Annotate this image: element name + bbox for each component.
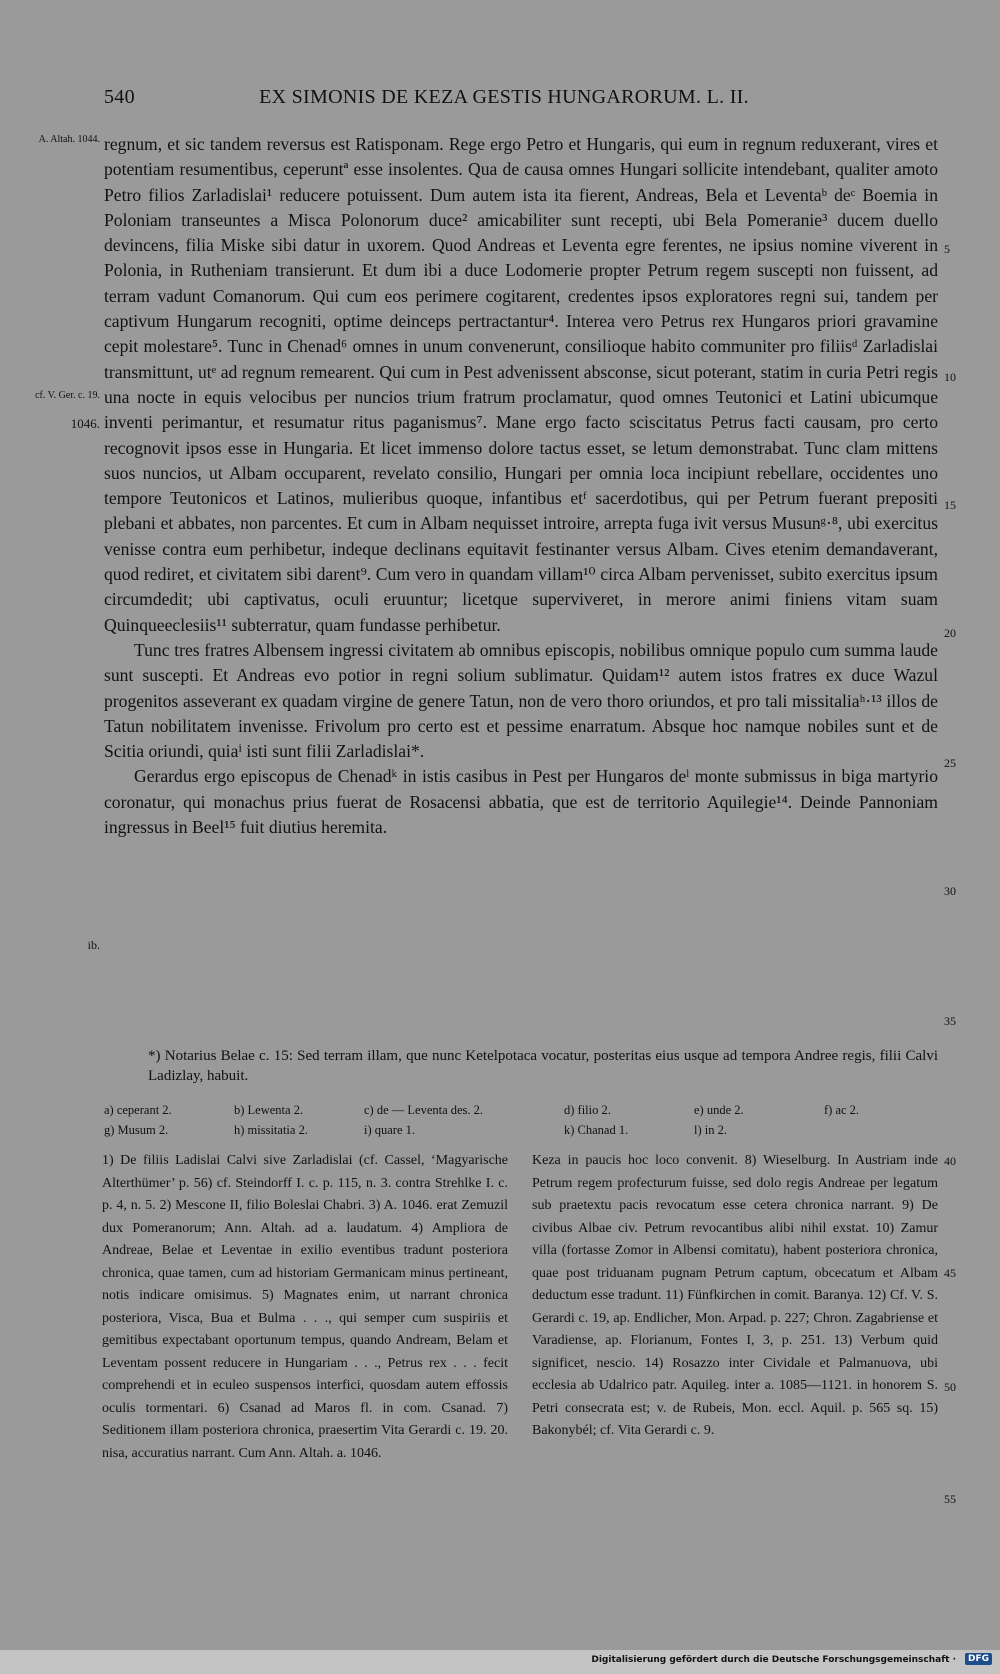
line-number: 45 (944, 1266, 956, 1280)
variant: f) ac 2. (824, 1103, 860, 1117)
variant: c) de — Leventa des. 2. (364, 1103, 484, 1117)
line-number: 25 (944, 756, 956, 770)
footnotes-right-column: Keza in paucis hoc loco convenit. 8) Wieselburg. In Austriam inde Petrum regem profecturum fuisse, sed dolo regis Andreae per legatum sub praetextu pacis revocatum esse cetera chronica narrant. 9) De civibus Albae civ. Petrum revocantibus alibi nihil exstat. 10) Zamur villa (fortasse Zomor in Albensi comitatu), habent posteriora chronica, quae post triduanam pugnam Petrum captum, obcecatum et Albam deductum esse tradunt. 11) Fünfkirchen in comit. Baranya. 12) Cf. V. S. Gerardi c. 19, ap. Endlicher, Mon. Arpad. p. 227; Chron. Zagabriense et Varadiense, ap. Florianum, Fontes I, 3, p. 251. 13) Verbum quid significet, nescio. 14) Rosazzo inter Cividale et Palmanuova, ubi ecclesia ab Udalrico patr. Aquileg. inter a. 1085—1121. in honorem S. Petri consecrata est; v. de Rubeis, Mon. eccl. Aquil. p. 565 sq. 15) Bakonybél; cf. Vita Gerardi c. 9. (532, 1153, 938, 1438)
page-header (104, 86, 794, 109)
line-number: 50 (944, 1380, 956, 1394)
star-footnote (148, 1046, 938, 1086)
main-text (104, 132, 938, 840)
variant: g) Musum 2. (104, 1123, 169, 1137)
line-number: 35 (944, 1014, 956, 1028)
variant: k) Chanad 1. (564, 1123, 629, 1137)
line-number: 30 (944, 884, 956, 898)
margin-note-year: 1046. (70, 416, 100, 431)
margin-note-vita: cf. V. Ger. c. 19. (35, 390, 100, 401)
star-footnote-text: Notarius Belae c. 15: Sed terram illam, que nunc Ketelpotaca vocatur, posteritas eius usque ad tempora Andree regis, filii Calvi Ladizlay, habuit. (148, 1048, 938, 1084)
variant: e) unde 2. (694, 1103, 744, 1117)
line-number: 15 (944, 498, 956, 512)
paragraph: regnum, et sic tandem reversus est Ratisponam. Rege ergo Petro et Hungaris, qui eum in regnum reduxerant, vires et potentiam resumentibus, ceperuntª esse insolentes. Qua de causa omnes Hungari sollicite intendebant, qualiter amoto Petro filios Zarladislai¹ reducere potuissent. Dum autem ista ita fierent, Andreas, Bela et Leventaᵇ deᶜ Boemia in Poloniam transeuntes a Misca Polonorum duce² amicabiliter sunt recepti, ubi Bela Pomeranie³ ducem duello devincens, filia Miske sibi datur in uxorem. Quod Andreas et Leventa egre ferentes, ne ipsius nomine viverent in Polonia, in Rutheniam transierunt. Et dum ibi a duce Lodomerie propter Petrum regem suscepti non fuissent, ad terram vadunt Comanorum. Qui cum eos perimere cogitarent, credentes ipsos exploratores regni sui, tandem per captivum Hungarum recogniti, optime deinceps pertractantur⁴. Interea vero Petrus rex Hungaros priori gravamine cepit molestare⁵. Tunc in Chenad⁶ omnes in unum convenerunt, consilioque habito communiter pro filiisᵈ Zarladislai transmittunt, utᵉ ad regnum remearent. Qui cum in Pest advenissent absconse, sicut poterant, statim in curia Petri regis una nocte in equis velocibus per nuncios trium fratrum proclamatur, quod omnes Teutonici et Latini ubicumque inventi perimantur, et resumatur ritus paganismus⁷. Mane ergo facto sciscitatus Petrus facti causam, pro certo recognovit ipsos esse in Hungaria. Et licet immenso dolore tactus esset, se letum demonstrabat. Tunc clam mittens suos nuncios, ut Albam occuparent, revelato consilio, Hungari per omnia loca incipiunt rebellare, occidentes uno tempore Teutonicos et Latinos, mulieribus quoque, infantibus etᶠ sacerdotibus, qui per Petrum fuerant prepositi plebani et abbates, non parcentes. Et cum in Albam nequisset introire, arrepta fuga ivit versus Musunᵍ·⁸, ubi exercitus venisse contra eum perhibetur, indeque declinans equitavit festinanter versus Albam. Cives etenim demandaverant, quod rediret, et civitatem sibi darent⁹. Cum vero in quandam villam¹⁰ circa Albam pervenisset, subito exercitus ipsum circumdedit; ubi captivatus, oculi eruuntur; licetque superviveret, in merore animi finiens vitam suam Quinqueeclesiis¹¹ subterratur, quam fundasse perhibetur. (104, 134, 938, 635)
variant: b) Lewenta 2. (234, 1103, 304, 1117)
footnotes (102, 1150, 938, 1465)
variant: a) ceperant 2. (104, 1103, 172, 1117)
line-number: 40 (944, 1154, 956, 1168)
variant: h) missitatia 2. (234, 1123, 308, 1137)
paragraph: Gerardus ergo episcopus de Chenadᵏ in istis casibus in Pest per Hungaros deˡ monte submissus in biga martyrio coronatur, qui monachus prius fuerat de Rosacensi abbatia, que est de territorio Aquilegie¹⁴. Deinde Pannoniam ingressus in Beel¹⁵ fuit diutius heremita. (104, 766, 938, 838)
variant: d) filio 2. (564, 1103, 611, 1117)
page-number: 540 (104, 86, 135, 108)
dfg-logo: DFG (965, 1653, 992, 1665)
line-number: 55 (944, 1492, 956, 1506)
variant-readings (104, 1100, 938, 1140)
variant: l) in 2. (694, 1123, 727, 1137)
star-footnote-mark: *) (148, 1048, 161, 1064)
line-number: 5 (944, 242, 950, 256)
margin-note-ibidem: ib. (87, 938, 100, 952)
margin-note-annals: A. Altah. 1044. (38, 134, 100, 145)
line-number: 10 (944, 370, 956, 384)
variant: i) quare 1. (364, 1123, 416, 1137)
footnotes-left-column: 1) De filiis Ladislai Calvi sive Zarladislai (cf. Cassel, ‘Magyarische Alterthümer’ p. 56) cf. Steindorff I. c. p. 115, n. 3. contra Strehlke I. c. p. 4, n. 5. 2) Mescone II, filio Boleslai Chabri. 3) A. 1046. erat Zemuzil dux Pomeranorum; Ann. Altah. ad a. laudatum. 4) Ampliora de Andreae, Belae et Leventae in exilio eventibus tradunt posteriora chronica, quae tamen, cum ad historiam Germanicam minus pertineant, notis indicare omisimus. 5) Magnates enim, ut narrant chronica posteriora, Visca, Bua et Bulma . . ., qui semper cum suspiriis et gemitibus expectabant oportunum tempus, quando Andream, Belam et Leventam possent reducere in Hungariam . . ., Petrus rex . . . fecit comprehendi et in eculeo suspensos interfici, quosdam autem effossis oculis tormentari. 6) Csanad ad Maros fl. in com. Csanad. 7) Seditionem illam posteriora chronica, praesertim Vita Gerardi c. 19. 20. nisa, accuratius narrant. Cum Ann. Altah. a. 1046. (102, 1153, 508, 1461)
line-number: 20 (944, 626, 956, 640)
footer-credit: Digitalisierung gefördert durch die Deutsche Forschungsgemeinschaft · (591, 1655, 956, 1665)
running-title: EX SIMONIS DE KEZA GESTIS HUNGARORUM. L. II. (259, 86, 749, 108)
paragraph: Tunc tres fratres Albensem ingressi civitatem ab omnibus episcopis, nobilibus omnique populo cum summa laude sunt suscepti. Et Andreas evo potior in regni solium sublimatur. Quidam¹² autem istos fratres ex duce Wazul progenitos asseverant ex quadam virgine de genere Tatun, non de vero thoro oriundos, et pro tali missitaliaʰ·¹³ illos de Tatun nobilitatem invenisse. Frivolum pro certo est et pessime enarratum. Absque hoc namque nobiles sunt et de Scitia oriundi, quiaⁱ isti sunt filii Zarladislai*. (104, 639, 938, 762)
